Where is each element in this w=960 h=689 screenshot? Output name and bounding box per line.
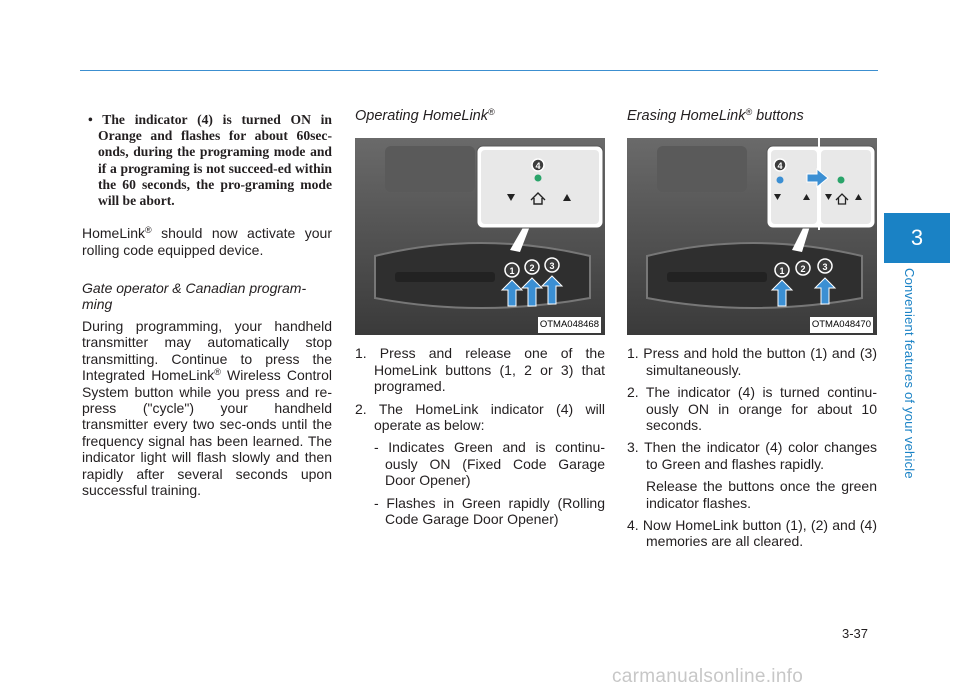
zoom-inset-after — [821, 150, 871, 224]
registered-mark: ® — [745, 107, 753, 117]
operating-step-1: 1. Press and release one of the HomeLink buttons (1, 2 or 3) that programed. — [355, 345, 605, 395]
label-4: 4 — [777, 161, 783, 172]
indicator-bullet: • The indicator (4) is turned ON in Orange and flashes for about 60sec-onds, during the programing mode and if a programing is not succeed-ed within the 60 seconds, the pro-graming mode will be abort. — [88, 112, 332, 209]
programming-text-1: During programming, your handheld transmitter may automatically stop transmitting. Continue to press the Integrated HomeLink — [82, 318, 332, 384]
mirror-illustration-erase — [627, 138, 877, 335]
operating-heading-text: Operating HomeLink — [355, 108, 488, 124]
operating-mirror-figure — [355, 138, 605, 335]
label-1: 1 — [779, 266, 785, 277]
bullet-text: The indicator (4) is turned ON in Orange and flashes for about 60sec-onds, during the programing mode and if a programing is not succeed-ed within the 60 seconds, the pro-graming mode will be abort. — [98, 112, 332, 209]
erasing-step-4: 4. Now HomeLink button (1), (2) and (4) memories are all cleared. — [627, 517, 877, 550]
column-middle — [355, 108, 605, 527]
header-rule — [80, 70, 878, 71]
column-left — [82, 108, 332, 499]
erasing-step-2: 2. The indicator (4) is turned continu-ously ON in orange for about 10 seconds. — [627, 384, 877, 434]
homelink-word: HomeLink — [82, 225, 146, 242]
console-panel — [385, 146, 475, 192]
console-panel — [657, 146, 747, 192]
operating-substep-1: - Indicates Green and is continu-ously ON (Fixed Code Garage Door Opener) — [374, 439, 605, 489]
button-strip — [395, 272, 495, 282]
registered-mark: ® — [488, 107, 495, 117]
chapter-title: Convenient features of your vehicle — [902, 268, 917, 479]
erasing-steps-cont — [627, 517, 877, 550]
homelink-activate-paragraph — [82, 225, 332, 258]
chapter-tab — [884, 213, 950, 263]
indicator-light-green — [838, 177, 845, 184]
erasing-steps — [627, 345, 877, 472]
button-strip — [667, 272, 767, 282]
erasing-step-3-note: Release the buttons once the green indicator flashes. — [646, 478, 877, 511]
registered-mark: ® — [214, 367, 221, 378]
figure-caption: OTMA048468 — [538, 317, 601, 333]
column-right — [627, 108, 877, 556]
figure-caption: OTMA048470 — [810, 317, 873, 333]
operating-step-2: 2. The HomeLink indicator (4) will operate as below: — [355, 400, 605, 434]
label-3: 3 — [549, 261, 555, 272]
programming-paragraph — [82, 318, 332, 498]
page-number: 3-37 — [842, 626, 869, 641]
gate-operator-subheading: Gate operator & Canadian program-ming — [82, 280, 307, 313]
erasing-heading — [627, 108, 877, 124]
watermark: carmanualsonline.info — [612, 666, 804, 687]
indicator-light-orange-state — [777, 177, 784, 184]
chapter-number: 3 — [910, 225, 924, 250]
label-3: 3 — [822, 262, 828, 273]
mirror-illustration — [355, 138, 605, 335]
label-4: 4 — [535, 161, 541, 172]
programming-text-2: Wireless Control System button while you press and re-press ("cycle") your handheld transmitter every two sec-onds until the frequency signal has been learned. The indicator light will flash slowly and then rapidly after several seconds upon successful training. — [82, 367, 332, 499]
label-1: 1 — [509, 266, 515, 277]
operating-heading — [355, 108, 605, 124]
operating-substep-2: - Flashes in Green rapidly (Rolling Code Garage Door Opener) — [374, 494, 605, 528]
erasing-heading-suffix: buttons — [752, 108, 804, 124]
operating-steps — [355, 345, 605, 433]
erasing-mirror-figure — [627, 138, 877, 335]
label-2: 2 — [529, 263, 535, 274]
erasing-step-1: 1. Press and hold the button (1) and (3) simultaneously. — [627, 345, 877, 378]
label-2: 2 — [800, 264, 806, 275]
registered-mark: ® — [145, 225, 152, 236]
erasing-heading-text: Erasing HomeLink — [627, 108, 746, 124]
indicator-light-green — [535, 175, 542, 182]
erasing-step-3: 3. Then the indicator (4) color changes to Green and flashes rapidly. — [627, 439, 877, 472]
homelink-rest: should now activate your rolling code equipped device. — [82, 225, 332, 258]
